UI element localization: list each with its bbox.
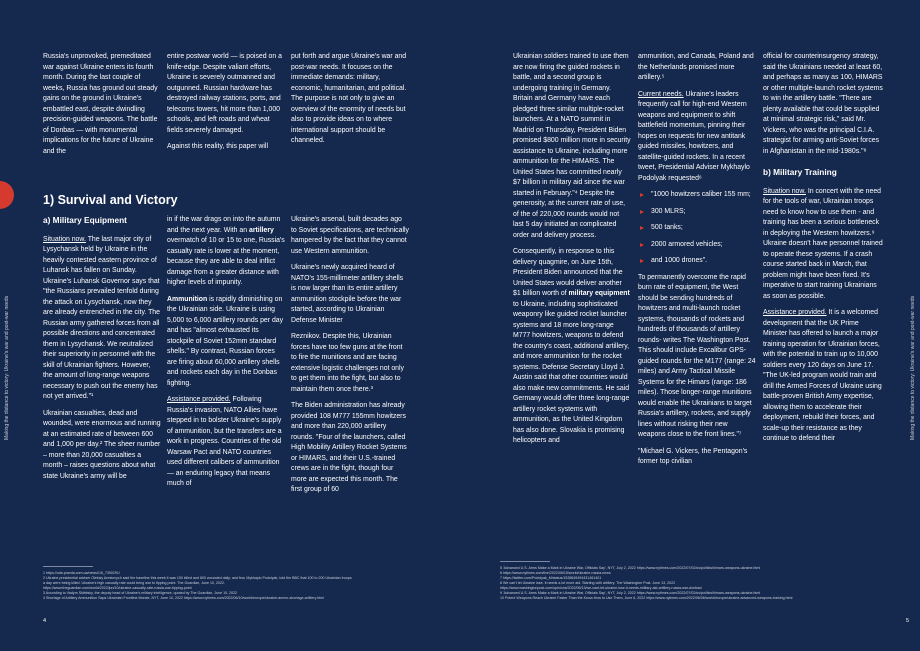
paragraph: in if the war drags on into the autumn and the next year. With an artillery overmatch of 10 or 15 to one, Russia's casualty rate is lower at the moment, because they are able to deal inflict damage from a greater distance with higher levels of impunity. (167, 216, 285, 286)
footnote: 6 https://www.nytimes.com/live/2022/06/15/world/ukraine-russia-news (500, 571, 611, 575)
page-number-right: 5 (906, 618, 910, 624)
paragraph-lead: Current needs. (638, 90, 684, 98)
footnote: 4 Shortage of Artillery Ammunition Saps Ukrainian Frontline Morale, NYT, June 10, 2022 https://www.nytimes.com/2022/06/10/world/europe/ukraine-ammo-shortage-artillery.html (43, 596, 324, 600)
footnote: 5 'Advanced U.S. Arms Make a Mark in Ukraine War, Officials Say', NYT, July 2, 2022 https://www.nytimes.com/2022/07/02/us/politics/himars-weapons-ukraine.html (500, 566, 761, 570)
footnote: 1 https://uda.pravda.com.ua/news/1/6_7390291/ (43, 571, 120, 575)
paragraph: Situation now. In concert with the need for the tools of war, Ukrainian troops need to know how to use them - and training has been a serious bottleneck in deploying the Western howitzers.⁹ Ukraine doesn't have personnel trained to operate these systems. If a crash course started back in March, that problem might have been fixed. It's imperative to start training Ukrainians as soon as possible. (763, 187, 883, 300)
subsection-title: b) Military Training (763, 167, 837, 177)
spine-text-right: Making the distance to victory: Ukraine's war and post-war needs (910, 295, 916, 440)
paragraph: ammunition, and Canada, Poland and the Netherlands promised more artillery.⁵ (638, 53, 754, 81)
list-item: 2000 armored vehicles; (638, 240, 756, 251)
paragraph-lead: Assistance provided. (763, 309, 827, 316)
intro-paragraph: Russia's unprovoked, premeditated war against Ukraine enters its fourth month. During the last couple of weeks, Russia has ground out steady gains on the ground in Ukraine's embattled east, despite dwindling precision-guided weapons. The battle of Donbas — with monumental implications for the future of Ukraine and the (43, 53, 158, 155)
bold-term: Ammunition (167, 295, 208, 303)
right-column-2 (638, 52, 756, 468)
needs-list (638, 190, 756, 267)
footnote: https://www.theguardian.com/world/2022/jun/10/ukraine-casualty-rate-russia-war-tipping-point (43, 586, 192, 590)
intro-column-3 (291, 52, 409, 147)
intro-paragraph: entire postwar world — is poised on a knife-edge. Despite valiant efforts, Ukraine is severely outmanned and outgunned. Russian hardware has destroyed railway stations, ports, and telecoms towers, hit more than 1,000 schools, and left roads and wheat fields severely damaged. (167, 53, 282, 134)
footnote: a day were being killed. Ukraine's high casualty rate could bring war to tipping point. The Guardian, June 10, 2022. (43, 581, 226, 585)
paragraph: "Michael G. Vickers, the Pentagon's former top civilian (638, 447, 748, 465)
list-item: "1000 howitzers caliber 155 mm; (638, 190, 756, 201)
left-column-3 (291, 215, 409, 496)
paragraph-lead: Situation now. (763, 187, 806, 195)
paragraph-lead: Situation now. (43, 235, 86, 243)
paragraph: Current needs. Ukraine's leaders frequently call for high-end Western weapons and equipment to shift battlefield momentum, pinning their hopes on requests for new antitank guided missiles, howitzers, and satellite-guided rockets. In a recent tweet, Presidential Adviser Mykhaylo Podolyak requested⁶ (638, 90, 750, 182)
footnote-rule (43, 566, 93, 567)
left-column-1 (43, 215, 161, 482)
list-item: 300 MLRS; (638, 207, 756, 218)
paragraph: The Biden administration has already provided 108 M777 155mm howitzers and more than 220,000 artillery rounds. "Four of the launchers, called High Mobility Artillery Rocket Systems or HIMARS, and their U.S.-trained crews are in the fight, though four more are expected this month. The first group of 60 (291, 402, 407, 493)
right-page (460, 0, 920, 651)
paragraph (43, 235, 161, 403)
paragraph: Consequently, in response to this delivery quagmire, on June 15th, President Biden announced that the United States would deliver another $1 billion worth of military equipment to Ukraine, including sophisticated weaponry like guided rocket launcher systems and 18 more long-range M777 howitzers, weapons to defend the country's coast, additional artillery, and more ammunition for the rocket systems. Defense Secretary Lloyd J. Austin said that other countries would also make new commitments. He said Germany would offer three long-range artillery rocket systems with ammunition, as the United Kingdom has also done. Slovakia is promising helicopters and (513, 248, 630, 444)
footnote: 8 We can't let Ukraine lose. It needs a lot more aid. Starting with artillery. The Washington Post. June 13, 2022 (500, 581, 676, 585)
list-item: and 1000 drones". (638, 256, 756, 267)
bold-term: military equipment (568, 290, 630, 297)
paragraph: official for counterinsurgency strategy, said the Ukrainians needed at least 60, and perhaps as many as 100, HIMARS or other multiple-launch rocket systems to win the artillery battle. "There are plenty available that could be supplied at minimal strategic risk," said Mr. Vickers, who was the principal C.I.A. strategist for arming anti-Soviet forces in Afghanistan in the mid-1980s."⁸ (763, 53, 883, 155)
footnote: https://www.washingtonpost.com/opinions/2022/06/13/we-cant-let-ukraine-lose-it-needs-military-aid-artillery-russia-war-donbas/ (500, 586, 702, 590)
footnote: 2 Ukraine presidential adviser Oleksiy Arestovych said the baseline this week it was 150 killed and 800 wounded daily; and few, Mykhaylo Podolyak, told the BBC that 100 to 200 Ukrainian troops (43, 576, 352, 580)
page-number-left: 4 (43, 618, 47, 624)
bold-term: artillery (248, 226, 274, 234)
paragraph-lead: Assistance provided. (167, 396, 231, 403)
paragraph-text: The last major city of Lysychansk held by Ukraine in the heavily contested eastern province of Luhansk has fallen on Sunday. Ukraine's Luhansk Governor says that "the Russians prevailed tenfold during the attack on Lysychansk, now they are already entrenched in the city. The Russian army gathered forces from all possible directions and concentrated them in Lysychansk. We neutralized their superiority in personnel with the skill of Ukrainian fighters. However, the amount of long-range weapons necessary to push out the enemy has not yet arrived."¹ (43, 235, 160, 400)
footnotes-left (43, 571, 433, 601)
intro-paragraph: put forth and argue Ukraine's war and post-war needs. It focuses on the immediate demands: military, economic, humanitarian, and political. The purpose is not only to give an overview of the enormity of needs but also to provide ideas on to where international support should be channeled. (291, 53, 407, 144)
paragraph: Ukrainian soldiers trained to use them are now firing the guided rockets in battle, and a second group is undergoing training in Germany. Britain and Germany have each pledged three similar multiple-rocket launchers. At a NATO summit in Madrid on Thursday, President Biden promised $800 million more in security assistance to Ukraine, including more ammunition for the HIMARS. The United States has committed nearly $7 billion in military aid since the war started in February."⁴ Despite the generosity, at the current rate of use, of the of 220,000 rounds would not last 5 day initiated an complicated order and delivery process. (513, 53, 631, 239)
paragraph: Ukrainian casualties, dead and wounded, were enormous and running at an estimated rate of between 600 and 1,000 per day.² The sheer number – more than 20,000 casualties a month – raises questions about what state Ukraine's army will be (43, 409, 161, 480)
list-item: 500 tanks; (638, 223, 756, 234)
paragraph: Assistance provided. Following Russia's invasion, NATO Allies have stepped in to bolster Ukraine's supply of ammunition, but the transfers are a work in progress. Countries of the old Warsaw Pact and NATO countries used different calibers of ammunition — an enduring legacy that means much of (167, 396, 282, 487)
paragraph: Ammunition is rapidly diminishing on the Ukrainian side. Ukraine is using 5,000 to 6,000 artillery rounds per day and has "almost exhausted its stockpile of Soviet 152mm standard shells." By contrast, Russian forces are firing about 60,000 artillery shells and rockets each day in the Donbas fighting. (167, 295, 284, 387)
footnote: 9 'Advanced U.S. Arms Make a Mark in Ukraine War, Officials Say', NYT, July 2, 2022 https://www.nytimes.com/2022/07/02/us/politics/himars-weapons-ukraine.html (500, 591, 761, 595)
section-title: 1) Survival and Victory (43, 193, 178, 207)
right-column-3 (763, 52, 883, 445)
paragraph: Ukraine's newly acquired heard of NATO's 155-millimeter artillery shells is now larger than its entire artillery ammunition stockpile before the war started, according to Ukrainian Defense Minister (291, 264, 404, 324)
right-column-1 (513, 52, 631, 447)
section-accent-dot (0, 181, 14, 209)
left-column-2 (167, 215, 285, 490)
footnote: 10 Potent Weapons Reach Ukraine Faster Than the Know-How to Use Them, June 6, 2022 https://www.nytimes.com/2022/06/06/world/europe/ukraine-advanced-weapons-training.html (500, 596, 793, 600)
spine-text-left: Making the distance to victory: Ukraine's war and post-war needs (4, 295, 10, 440)
footnote-rule (500, 561, 550, 562)
paragraph: Reznikov. Despite this, Ukrainian forces have too few guns at the front to fire the munitions and are facing extensive logistic challenges not only to get them into the fight, but also to maintain them once there.³ (291, 333, 404, 393)
footnote: 3 According to Vadym Skibitsky, the deputy head of Ukraine's military intelligence, quoted by The Guardian, June 10, 2022 (43, 591, 238, 595)
paragraph: Assistance provided. It is a welcomed development that the UK Prime Minister has offered to launch a major training operation for Ukrainian forces, with the potential to train up to 10,000 soldiers every 120 days on June 17. "The UK-led program would train and drill the Armed Forces of Ukraine using battle-proven British Army expertise, allowing them to accelerate their deployment, rebuild their forces, and scale-up their resistance as they continue to defend their (763, 309, 882, 442)
subsection-title: a) Military Equipment (43, 215, 127, 225)
footnotes-right (500, 566, 892, 601)
intro-paragraph: Against this reality, this paper will (167, 143, 268, 150)
intro-column-1 (43, 52, 161, 157)
paragraph: Ukraine's arsenal, built decades ago to Soviet specifications, are technically hampered by the fact that they cannot use Western ammunition. (291, 216, 409, 255)
paragraph: To permanently overcome the rapid burn rate of equipment, the West should be sending hundreds of howitzers and multi-launch rocket systems, thousands of rockets and hundreds of thousands of artillery rounds- writes The Washington Post. This should include Excalibur GPS-guided rounds for the M177 (range: 24 miles) and Army Tactical Missile Systems for the Himars (range: 186 miles). Those longer-range munitions would enable the Ukrainians to target Russia's artillery, rockets, and supply lines without risking their new weapons close to the front lines."⁷ (638, 273, 756, 438)
footnote: 7 https://twitter.com/Podolyak_M/status/1535649494431461401 (500, 576, 602, 580)
intro-column-2 (167, 52, 285, 153)
